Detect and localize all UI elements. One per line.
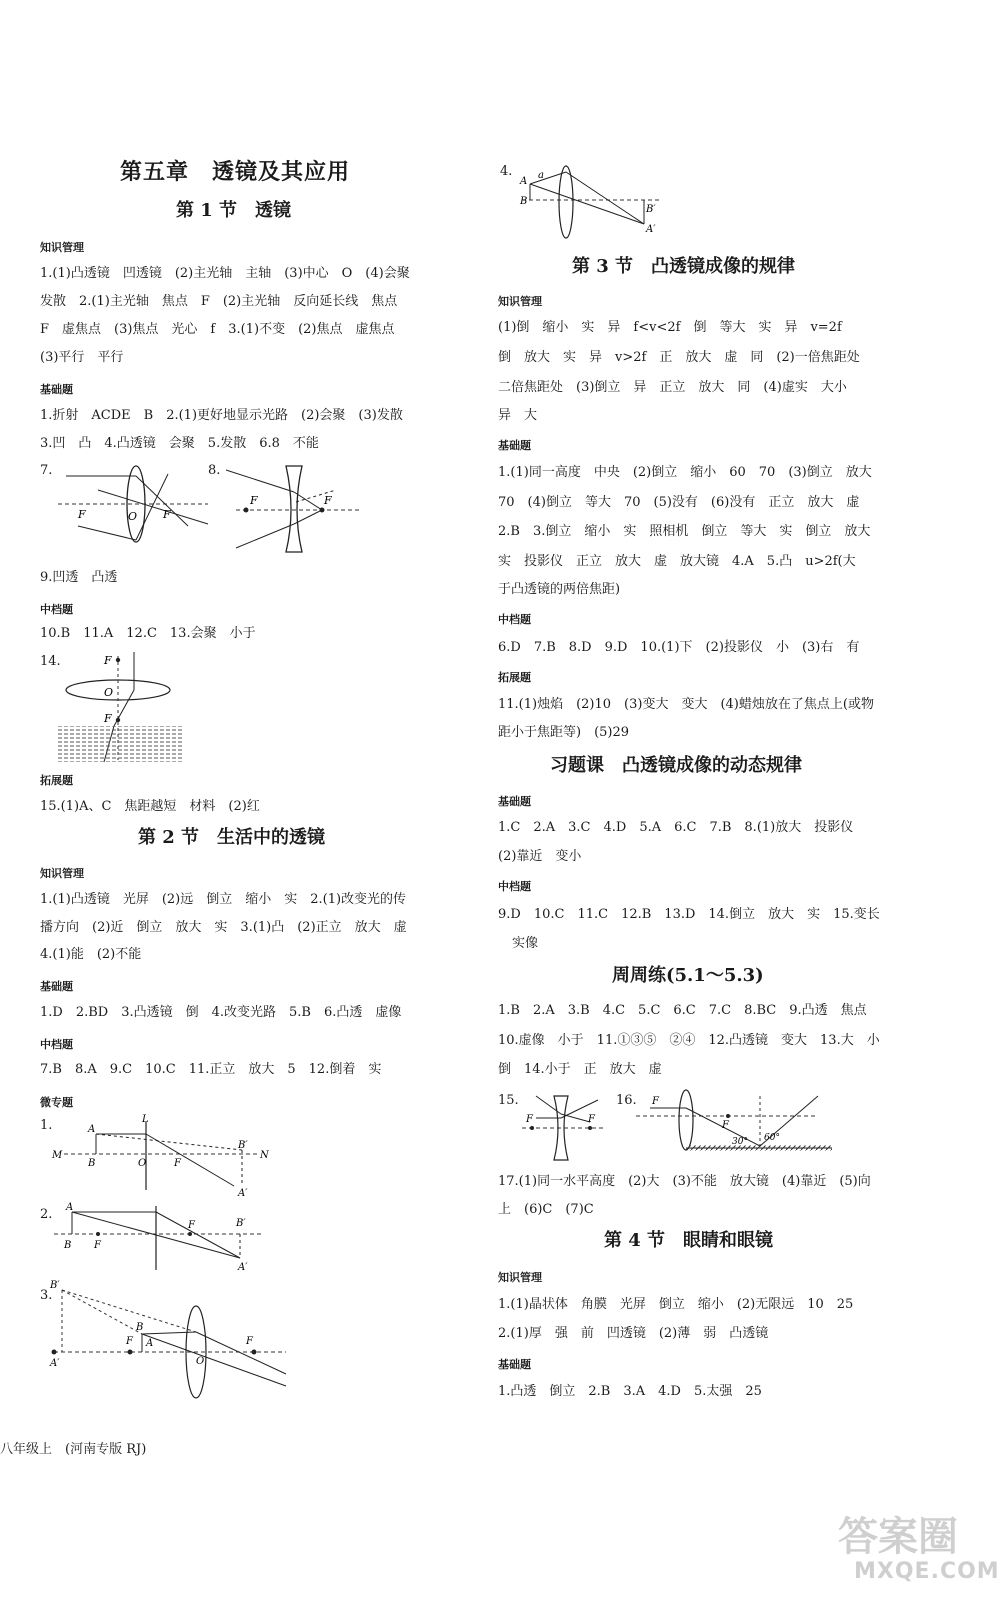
- svg-text:B′: B′: [50, 1280, 60, 1291]
- svg-text:F: F: [126, 1336, 133, 1347]
- ray-diagram-q4: [516, 164, 666, 242]
- ray-diagram-3: [50, 1280, 290, 1400]
- svg-text:F: F: [94, 1240, 101, 1251]
- svg-text:B′: B′: [236, 1218, 246, 1229]
- label-knowledge: 知识管理: [498, 295, 542, 308]
- answer-line: 10.虚像 小于 11.①③⑤ ②④ 12.凸透镜 变大 13.大 小: [498, 1033, 880, 1048]
- svg-text:F: F: [246, 1336, 253, 1347]
- concave-lens-diagram-15: [518, 1092, 608, 1162]
- svg-text:A: A: [146, 1338, 154, 1349]
- answer-line: 实 投影仪 正立 放大 虚 放大镜 4.A 5.凸 u>2f(大: [498, 554, 856, 569]
- answer-line: 11.(1)烛焰 (2)10 (3)变大 变大 (4)蜡烛放在了焦点上(或物: [498, 697, 874, 712]
- svg-text:F: F: [174, 1158, 181, 1169]
- label-basic: 基础题: [498, 795, 531, 808]
- answer-line: 倒 14.小于 正 放大 虚: [498, 1062, 662, 1077]
- svg-text:F: F: [722, 1120, 729, 1131]
- answer-line: 9.D 10.C 11.C 12.B 13.D 14.倒立 放大 实 15.变长: [498, 907, 880, 922]
- svg-text:A′: A′: [238, 1188, 248, 1199]
- svg-text:F: F: [163, 508, 171, 521]
- section-title-practice: 习题课 凸透镜成像的动态规律: [550, 755, 802, 776]
- section-title-1: 第 1 节 透镜: [176, 200, 292, 221]
- svg-text:A′: A′: [50, 1358, 60, 1369]
- label-basic: 基础题: [498, 439, 531, 452]
- answer-line: F 虚焦点 (3)焦点 光心 f 3.(1)不变 (2)焦点 虚焦点: [40, 322, 395, 337]
- chapter-title: 第五章 透镜及其应用: [120, 159, 351, 185]
- ray-diagram-1: [50, 1114, 270, 1199]
- svg-text:F: F: [188, 1220, 195, 1231]
- label-medium: 中档题: [498, 613, 531, 626]
- answer-line: 15.(1)A、C 焦距越短 材料 (2)红: [40, 799, 260, 814]
- section-title-2: 第 2 节 生活中的透镜: [138, 827, 326, 848]
- answer-line: 发散 2.(1)主光轴 焦点 F (2)主光轴 反向延长线 焦点: [40, 294, 398, 309]
- section-title-weekly: 周周练(5.1～5.3): [612, 965, 764, 986]
- label-special-topic: 微专题: [40, 1096, 73, 1109]
- label-basic: 基础题: [40, 383, 73, 396]
- svg-text:A′: A′: [238, 1262, 248, 1273]
- svg-text:F: F: [324, 494, 332, 507]
- svg-text:L: L: [142, 1114, 149, 1125]
- answer-line: (1)倒 缩小 实 异 f<v<2f 倒 等大 实 异 v=2f: [498, 320, 842, 335]
- svg-text:F: F: [526, 1114, 533, 1125]
- svg-text:O: O: [196, 1356, 205, 1367]
- section-title-3: 第 3 节 凸透镜成像的规律: [572, 256, 796, 277]
- svg-text:B: B: [64, 1240, 72, 1251]
- svg-text:B: B: [88, 1158, 96, 1169]
- svg-text:F: F: [104, 654, 112, 667]
- svg-text:O: O: [128, 510, 138, 523]
- answer-line: (2)靠近 变小: [498, 849, 582, 864]
- answer-line: 异 大: [498, 408, 538, 423]
- answer-line: 距小于焦距等) (5)29: [498, 725, 630, 740]
- svg-text:M: M: [52, 1150, 63, 1161]
- answer-line: 播方向 (2)近 倒立 放大 实 3.(1)凸 (2)正立 放大 虚: [40, 920, 407, 935]
- answer-line: 二倍焦距处 (3)倒立 异 正立 放大 同 (4)虚实 大小: [498, 380, 847, 395]
- label-extension: 拓展题: [498, 671, 531, 684]
- answer-line: 于凸透镜的两倍焦距): [498, 582, 621, 597]
- svg-text:B: B: [520, 196, 528, 207]
- question-number: 3.: [40, 1288, 53, 1303]
- question-number: 4.: [500, 164, 513, 179]
- svg-text:30°: 30°: [732, 1137, 748, 1147]
- lens-mirror-diagram-16: [636, 1090, 836, 1156]
- answer-line: 1.B 2.A 3.B 4.C 5.C 6.C 7.C 8.BC 9.凸透 焦点: [498, 1003, 867, 1018]
- answer-line: 4.(1)能 (2)不能: [40, 947, 142, 962]
- answer-line: 1.凸透 倒立 2.B 3.A 4.D 5.太强 25: [498, 1384, 762, 1399]
- watermark-url: MXQE.COM: [854, 1559, 1000, 1584]
- lens-water-diagram: [58, 652, 188, 766]
- label-medium: 中档题: [40, 603, 73, 616]
- question-number: 8.: [208, 463, 221, 478]
- label-medium: 中档题: [40, 1038, 73, 1051]
- answer-line: 17.(1)同一水平高度 (2)大 (3)不能 放大镜 (4)靠近 (5)向: [498, 1174, 871, 1189]
- answer-line: 1.(1)凸透镜 凹透镜 (2)主光轴 主轴 (3)中心 O (4)会聚: [40, 266, 410, 281]
- answer-line: 2.B 3.倒立 缩小 实 照相机 倒立 等大 实 倒立 放大: [498, 524, 871, 539]
- answer-line: 上 (6)C (7)C: [498, 1202, 594, 1217]
- answer-line: 3.凹 凸 4.凸透镜 会聚 5.发散 6.8 不能: [40, 436, 319, 451]
- answer-line: 1.(1)凸透镜 光屏 (2)远 倒立 缩小 实 2.(1)改变光的传: [40, 892, 407, 907]
- answer-line: 1.(1)晶状体 角膜 光屏 倒立 缩小 (2)无限远 10 25: [498, 1297, 854, 1312]
- svg-text:60°: 60°: [764, 1133, 780, 1143]
- label-extension: 拓展题: [40, 774, 73, 787]
- svg-text:N: N: [260, 1150, 269, 1161]
- section-title-4: 第 4 节 眼睛和眼镜: [604, 1230, 774, 1251]
- answer-line: 2.(1)厚 强 前 凹透镜 (2)薄 弱 凸透镜: [498, 1326, 769, 1341]
- ray-diagram-2: [50, 1204, 270, 1274]
- label-basic: 基础题: [40, 980, 73, 993]
- question-number: 14.: [40, 654, 61, 669]
- svg-text:O: O: [138, 1158, 147, 1169]
- answer-line: 倒 放大 实 异 v>2f 正 放大 虚 同 (2)一倍焦距处: [498, 350, 860, 365]
- answer-line: 实像: [512, 936, 539, 951]
- label-knowledge: 知识管理: [40, 867, 84, 880]
- question-number: 2.: [40, 1207, 53, 1222]
- svg-text:B′: B′: [646, 204, 656, 215]
- label-medium: 中档题: [498, 880, 531, 893]
- answer-line: 1.(1)同一高度 中央 (2)倒立 缩小 60 70 (3)倒立 放大: [498, 465, 872, 480]
- label-knowledge: 知识管理: [498, 1271, 542, 1284]
- page-footer: 八年级上 (河南专版 RJ): [0, 1442, 147, 1457]
- svg-text:a: a: [538, 170, 544, 181]
- answer-line: 10.B 11.A 12.C 13.会聚 小于: [40, 626, 256, 641]
- question-number: 15.: [498, 1093, 519, 1108]
- svg-text:F: F: [652, 1096, 659, 1107]
- question-number: 1.: [40, 1118, 53, 1133]
- concave-lens-diagram: [226, 462, 366, 554]
- svg-text:F: F: [104, 712, 112, 725]
- watermark-logo: [838, 1505, 1000, 1595]
- answer-line: 70 (4)倒立 等大 70 (5)没有 (6)没有 正立 放大 虚: [498, 495, 860, 510]
- svg-text:A: A: [66, 1202, 74, 1213]
- answer-line: 9.凹透 凸透: [40, 570, 118, 585]
- svg-text:F: F: [250, 494, 258, 507]
- svg-text:A′: A′: [646, 224, 656, 235]
- question-number: 16.: [616, 1093, 637, 1108]
- svg-text:A: A: [520, 176, 528, 187]
- answer-line: 6.D 7.B 8.D 9.D 10.(1)下 (2)投影仪 小 (3)右 有: [498, 640, 860, 655]
- question-number: 7.: [40, 463, 53, 478]
- answer-line: 1.C 2.A 3.C 4.D 5.A 6.C 7.B 8.(1)放大 投影仪: [498, 820, 854, 835]
- answer-line: (3)平行 平行: [40, 350, 124, 365]
- svg-text:O: O: [104, 686, 114, 699]
- svg-text:F: F: [78, 508, 86, 521]
- convex-lens-diagram: [58, 463, 221, 544]
- svg-text:A: A: [88, 1124, 96, 1135]
- watermark-text: 答案圈: [838, 1514, 958, 1560]
- answer-line: 1.D 2.BD 3.凸透镜 倒 4.改变光路 5.B 6.凸透 虚像: [40, 1005, 402, 1020]
- answer-line: 7.B 8.A 9.C 10.C 11.正立 放大 5 12.倒着 实: [40, 1062, 382, 1077]
- answer-line: 1.折射 ACDE B 2.(1)更好地显示光路 (2)会聚 (3)发散: [40, 408, 403, 423]
- label-basic: 基础题: [498, 1358, 531, 1371]
- svg-text:B′: B′: [238, 1140, 248, 1151]
- svg-text:B: B: [136, 1322, 144, 1333]
- label-knowledge: 知识管理: [40, 241, 84, 254]
- svg-text:F: F: [588, 1114, 595, 1125]
